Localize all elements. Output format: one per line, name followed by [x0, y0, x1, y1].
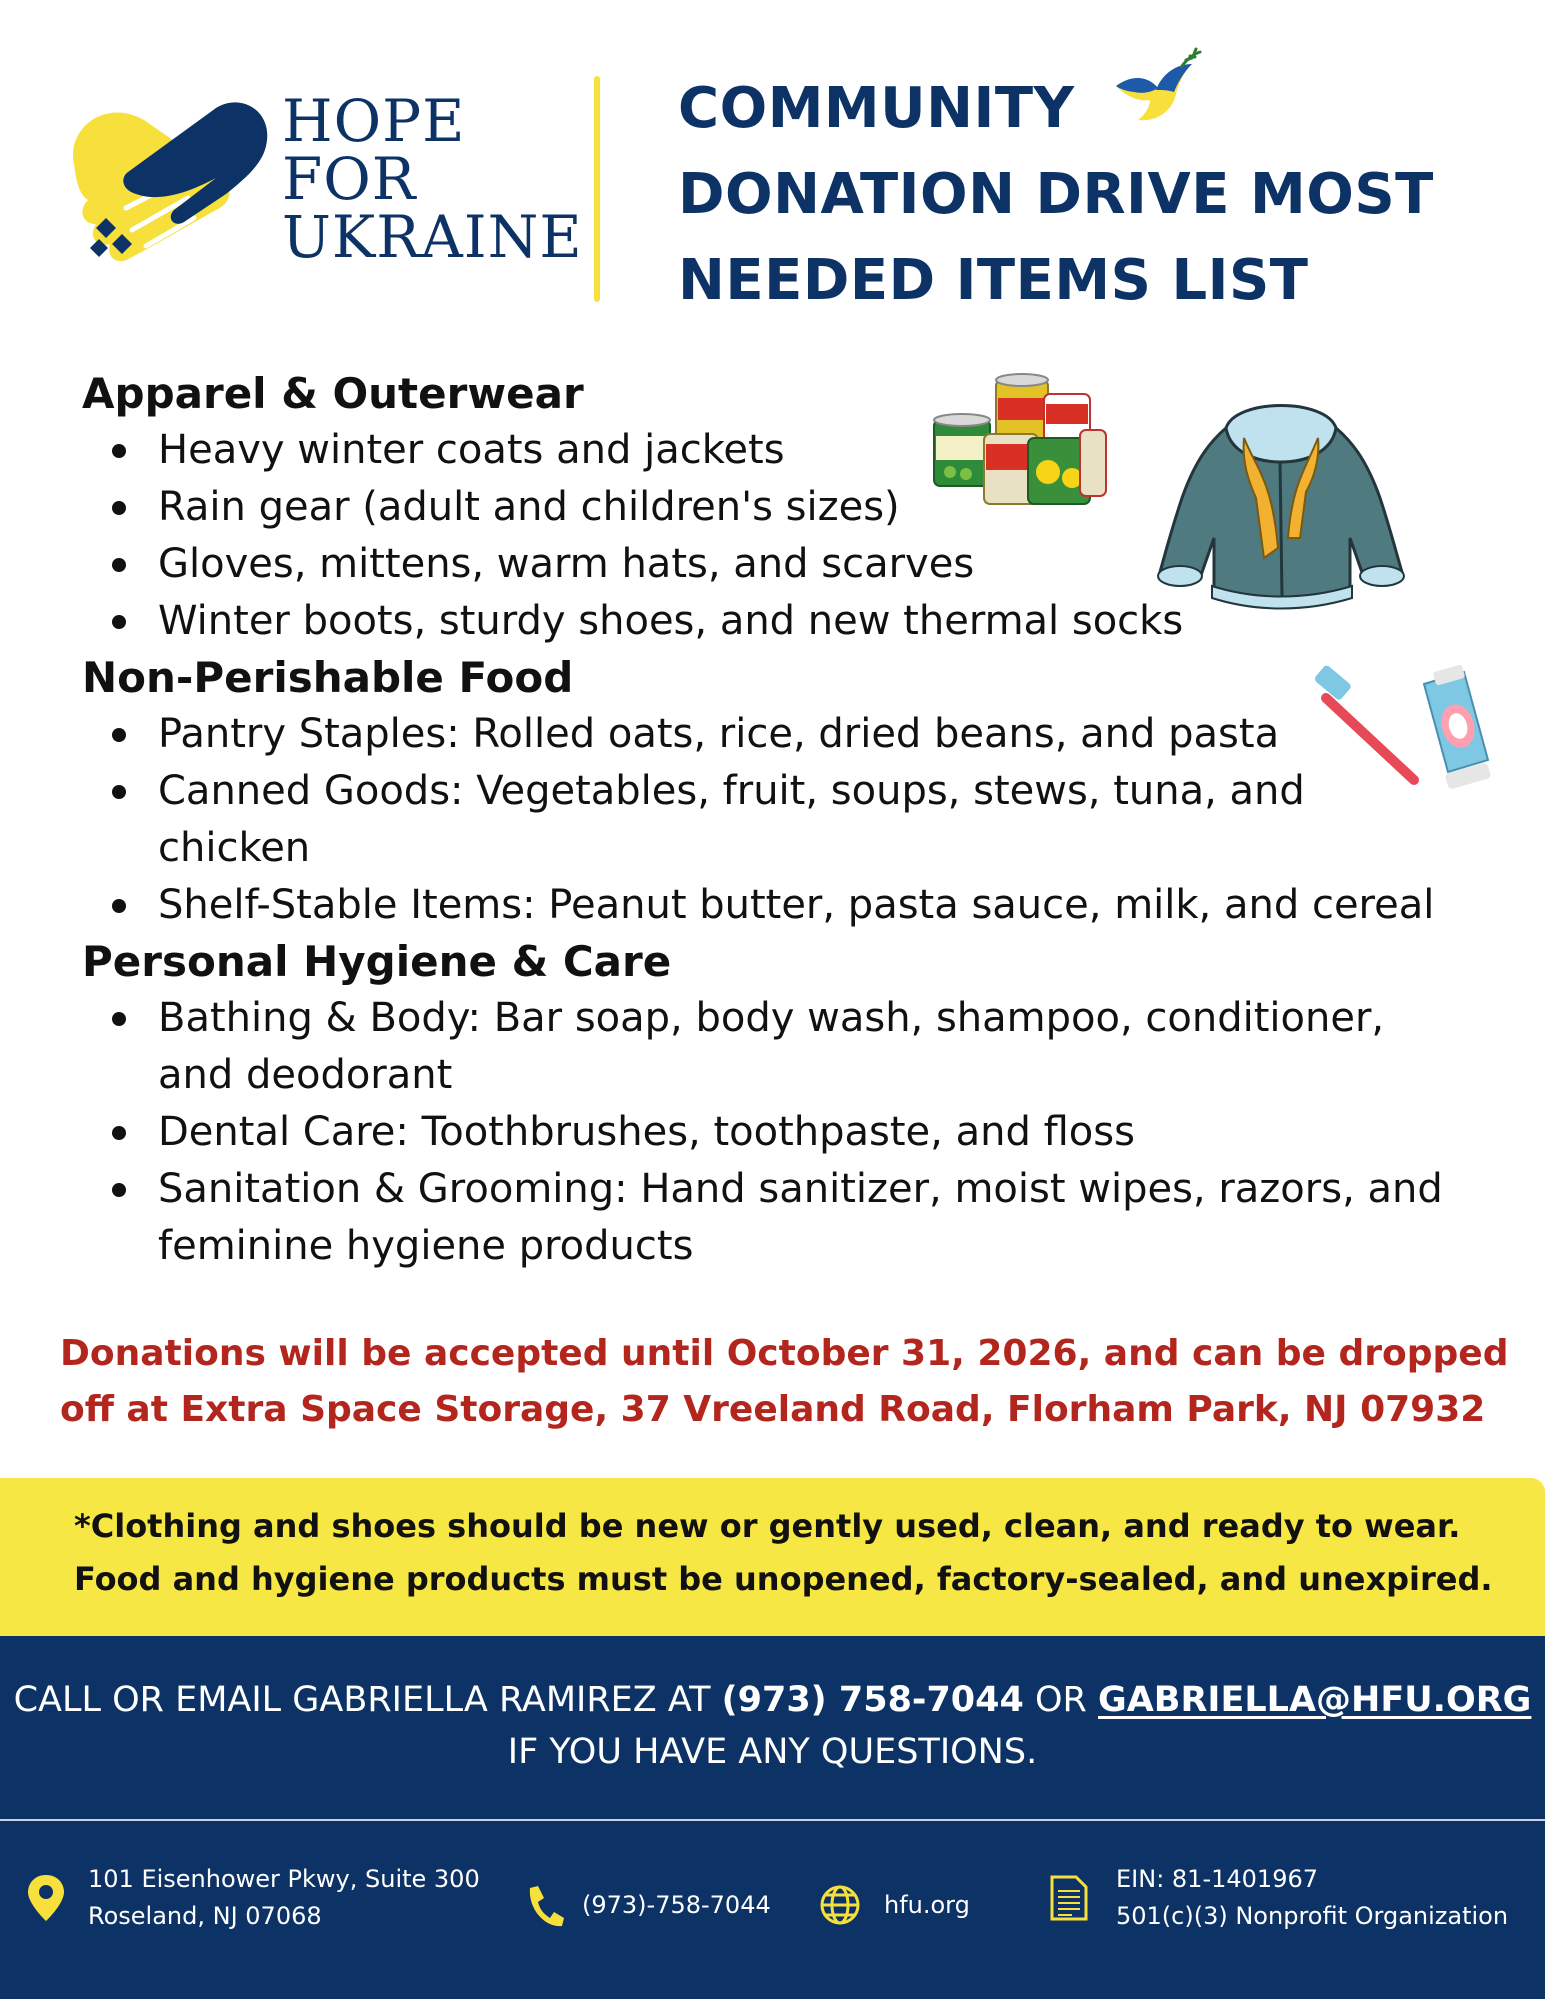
item-text: Heavy winter coats and jackets: [158, 427, 785, 473]
list-item: [82, 1161, 1502, 1275]
logo: [66, 87, 583, 272]
item-text: Canned Goods: Vegetables, fruit, soups, stews, tuna, and chicken: [158, 768, 1305, 871]
contact-email-link[interactable]: GABRIELLA@HFU.ORG: [1097, 1680, 1532, 1720]
contact-phone[interactable]: (973) 758-7044: [721, 1680, 1024, 1720]
logo-line: FOR: [282, 145, 417, 213]
footer-address: [24, 1861, 480, 1935]
bullet-icon: [112, 1012, 126, 1026]
location-pin-icon: [24, 1873, 68, 1923]
canned-food-icon: [930, 372, 1116, 512]
dropoff-line: Donations will be accepted until October 31, 2026, and can be dropped: [60, 1333, 1509, 1374]
bullet-icon: [112, 1126, 126, 1140]
item-text: Bathing & Body: Bar soap, body wash, shampoo, conditioner, and deodorant: [158, 995, 1385, 1098]
globe-icon: [818, 1880, 862, 1930]
header-divider: [594, 76, 600, 302]
list-item: [82, 990, 1472, 1104]
contact-prefix: CALL OR EMAIL GABRIELLA RAMIREZ AT: [13, 1680, 722, 1720]
bullet-icon: [112, 615, 126, 629]
contact-line-1: [0, 1674, 1545, 1726]
hands-heart-logo: [66, 98, 276, 268]
donation-guidelines-band: [0, 1478, 1545, 1636]
footer-phone-number: (973)-758-7044: [582, 1890, 771, 1919]
list-item: [82, 763, 1372, 877]
address-line: Roseland, NJ 07068: [88, 1902, 322, 1930]
phone-icon: [522, 1880, 566, 1930]
bullet-icon: [112, 899, 126, 913]
bullet-icon: [112, 728, 126, 742]
footer-website[interactable]: [818, 1880, 970, 1930]
logo-line: UKRAINE: [282, 203, 583, 271]
donation-guidelines: [74, 1500, 1493, 1606]
logo-wordmark: [282, 87, 583, 271]
contact-line-2: IF YOU HAVE ANY QUESTIONS.: [507, 1732, 1038, 1772]
winter-coat-icon: [1156, 388, 1406, 614]
list-item: [82, 706, 1502, 763]
title-line: COMMUNITY: [678, 76, 1075, 141]
ein-line: EIN: 81-1401967: [1116, 1865, 1318, 1893]
contact-joiner: OR: [1023, 1680, 1098, 1720]
item-text: Rain gear (adult and children's sizes): [158, 484, 900, 530]
title-line: DONATION DRIVE MOST: [678, 162, 1434, 227]
guideline-line: Food and hygiene products must be unopened, factory-sealed, and unexpired.: [74, 1560, 1493, 1598]
section-hygiene: [82, 934, 1502, 1275]
ein-line: 501(c)(3) Nonprofit Organization: [1116, 1902, 1509, 1930]
guideline-line: *Clothing and shoes should be new or gently used, clean, and ready to wear.: [74, 1507, 1461, 1545]
dropoff-line: off at Extra Space Storage, 37 Vreeland Road, Florham Park, NJ 07932: [60, 1389, 1486, 1430]
section-heading: Apparel & Outerwear: [82, 369, 584, 418]
section-food: [82, 650, 1502, 934]
item-text: Gloves, mittens, warm hats, and scarves: [158, 541, 975, 587]
dropoff-notice: [60, 1326, 1509, 1438]
bullet-icon: [112, 444, 126, 458]
contact-callout: [0, 1674, 1545, 1778]
document-icon: [1046, 1873, 1090, 1923]
item-list: [82, 990, 1502, 1275]
toothbrush-toothpaste-icon: [1314, 664, 1494, 808]
item-text: Shelf-Stable Items: Peanut butter, pasta sauce, milk, and cereal: [158, 882, 1435, 928]
item-list: [82, 706, 1502, 934]
item-text: Dental Care: Toothbrushes, toothpaste, and floss: [158, 1109, 1135, 1155]
footer-website-link: hfu.org: [884, 1890, 970, 1919]
list-item: [82, 1104, 1502, 1161]
footer-ein: [1046, 1861, 1508, 1935]
item-text: Sanitation & Grooming: Hand sanitizer, moist wipes, razors, and feminine hygiene products: [158, 1166, 1443, 1269]
bullet-icon: [112, 785, 126, 799]
section-heading: Personal Hygiene & Care: [82, 937, 672, 986]
bullet-icon: [112, 1183, 126, 1197]
footer-phone[interactable]: [522, 1880, 771, 1930]
footer: [0, 1636, 1545, 1999]
page-title: [678, 66, 1498, 324]
dove-icon: [1112, 46, 1204, 138]
section-heading: Non-Perishable Food: [82, 653, 574, 702]
item-text: Winter boots, sturdy shoes, and new thermal socks: [158, 598, 1184, 644]
address-line: 101 Eisenhower Pkwy, Suite 300: [88, 1865, 480, 1893]
bullet-icon: [112, 558, 126, 572]
footer-divider: [0, 1819, 1545, 1821]
logo-line: HOPE: [282, 87, 466, 155]
list-item: [82, 877, 1502, 934]
bullet-icon: [112, 501, 126, 515]
item-text: Pantry Staples: Rolled oats, rice, dried beans, and pasta: [158, 711, 1280, 757]
title-line: NEEDED ITEMS LIST: [678, 248, 1309, 313]
